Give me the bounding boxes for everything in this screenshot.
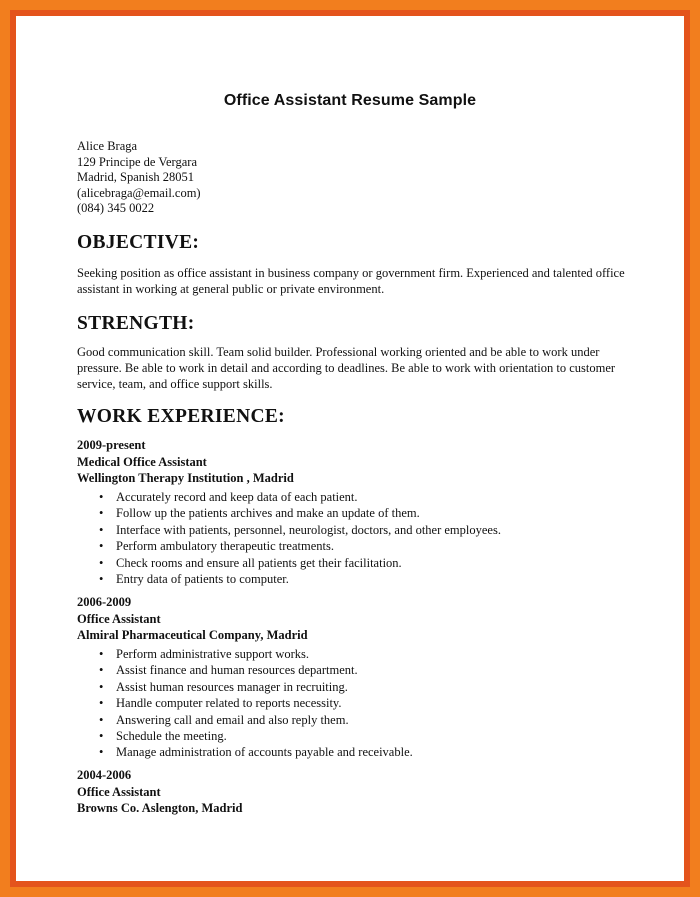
contact-block (77, 139, 201, 217)
list-item: • Interface with patients, personnel, neurologist, doctors, and other employees. (99, 522, 501, 537)
contact-name: Alice Braga (77, 139, 138, 153)
job-period: 2009-present (77, 438, 146, 452)
bullet-icon: • (99, 696, 104, 711)
list-item: • Perform administrative support works. (99, 647, 310, 661)
job-period: 2004-2006 (77, 768, 132, 782)
bullet-icon: • (99, 679, 104, 694)
strength-heading: STRENGTH: (77, 313, 195, 334)
list-item: • Follow up the patients archives and make an update of them. (99, 506, 420, 521)
bullet-icon: • (99, 712, 104, 727)
contact-phone: (084) 345 0022 (77, 201, 155, 215)
list-item: • Assist human resources manager in recruiting. (99, 679, 348, 694)
list-item: • Manage administration of accounts payable and receivable. (99, 745, 413, 760)
job-header (77, 437, 294, 487)
bullet-icon: • (99, 572, 104, 587)
contact-city: Madrid, Spanish 28051 (77, 170, 195, 184)
job-role: Office Assistant (77, 611, 161, 626)
contact-street: 129 Principe de Vergara (77, 154, 197, 169)
job-role: Medical Office Assistant (77, 454, 207, 469)
document-title: Office Assistant Resume Sample (223, 92, 477, 109)
bullet-icon: • (99, 490, 104, 504)
list-item: • Accurately record and keep data of each patient. (99, 490, 358, 504)
list-item: • Check rooms and ensure all patients get their facilitation. (99, 555, 402, 570)
job-duties-list (99, 646, 413, 761)
bullet-icon: • (99, 663, 104, 678)
strength-text: Good communication skill. Team solid builder. Professional working oriented and be able to work under pressure. Be able to work in detail and according to deadlines. Be able to work with orientation to customer service, team, and office support skills. (77, 345, 616, 391)
bullet-icon: • (99, 539, 104, 554)
objective-text: Seeking position as office assistant in business company or government firm. Experienced and talented office assistant in working at general public or private environment. (77, 266, 625, 296)
list-item: • Answering call and email and also reply them. (99, 712, 349, 727)
list-item: • Assist finance and human resources department. (99, 663, 358, 678)
work-experience-heading: WORK EXPERIENCE: (77, 406, 285, 427)
job-role: Office Assistant (77, 784, 161, 799)
bullet-icon: • (99, 647, 104, 661)
job-company: Browns Co. Aslengton, Madrid (77, 801, 243, 815)
objective-heading: OBJECTIVE: (77, 232, 200, 253)
job-duties-list (99, 489, 501, 587)
bullet-icon: • (99, 522, 104, 537)
job-header (77, 594, 308, 644)
list-item: • Handle computer related to reports necessity. (99, 696, 342, 711)
bullet-icon: • (99, 729, 104, 744)
bullet-icon: • (99, 745, 104, 760)
bullet-icon: • (99, 555, 104, 570)
bullet-icon: • (99, 506, 104, 521)
resume-page (16, 16, 684, 881)
job-company: Wellington Therapy Institution , Madrid (77, 471, 294, 485)
list-item: • Schedule the meeting. (99, 729, 227, 744)
job-company: Almiral Pharmaceutical Company, Madrid (77, 628, 308, 642)
list-item: • Perform ambulatory therapeutic treatments. (99, 539, 334, 554)
list-item: • Entry data of patients to computer. (99, 572, 289, 587)
job-header (77, 767, 242, 817)
job-period: 2006-2009 (77, 595, 132, 609)
contact-email: (alicebraga@email.com) (77, 185, 201, 200)
